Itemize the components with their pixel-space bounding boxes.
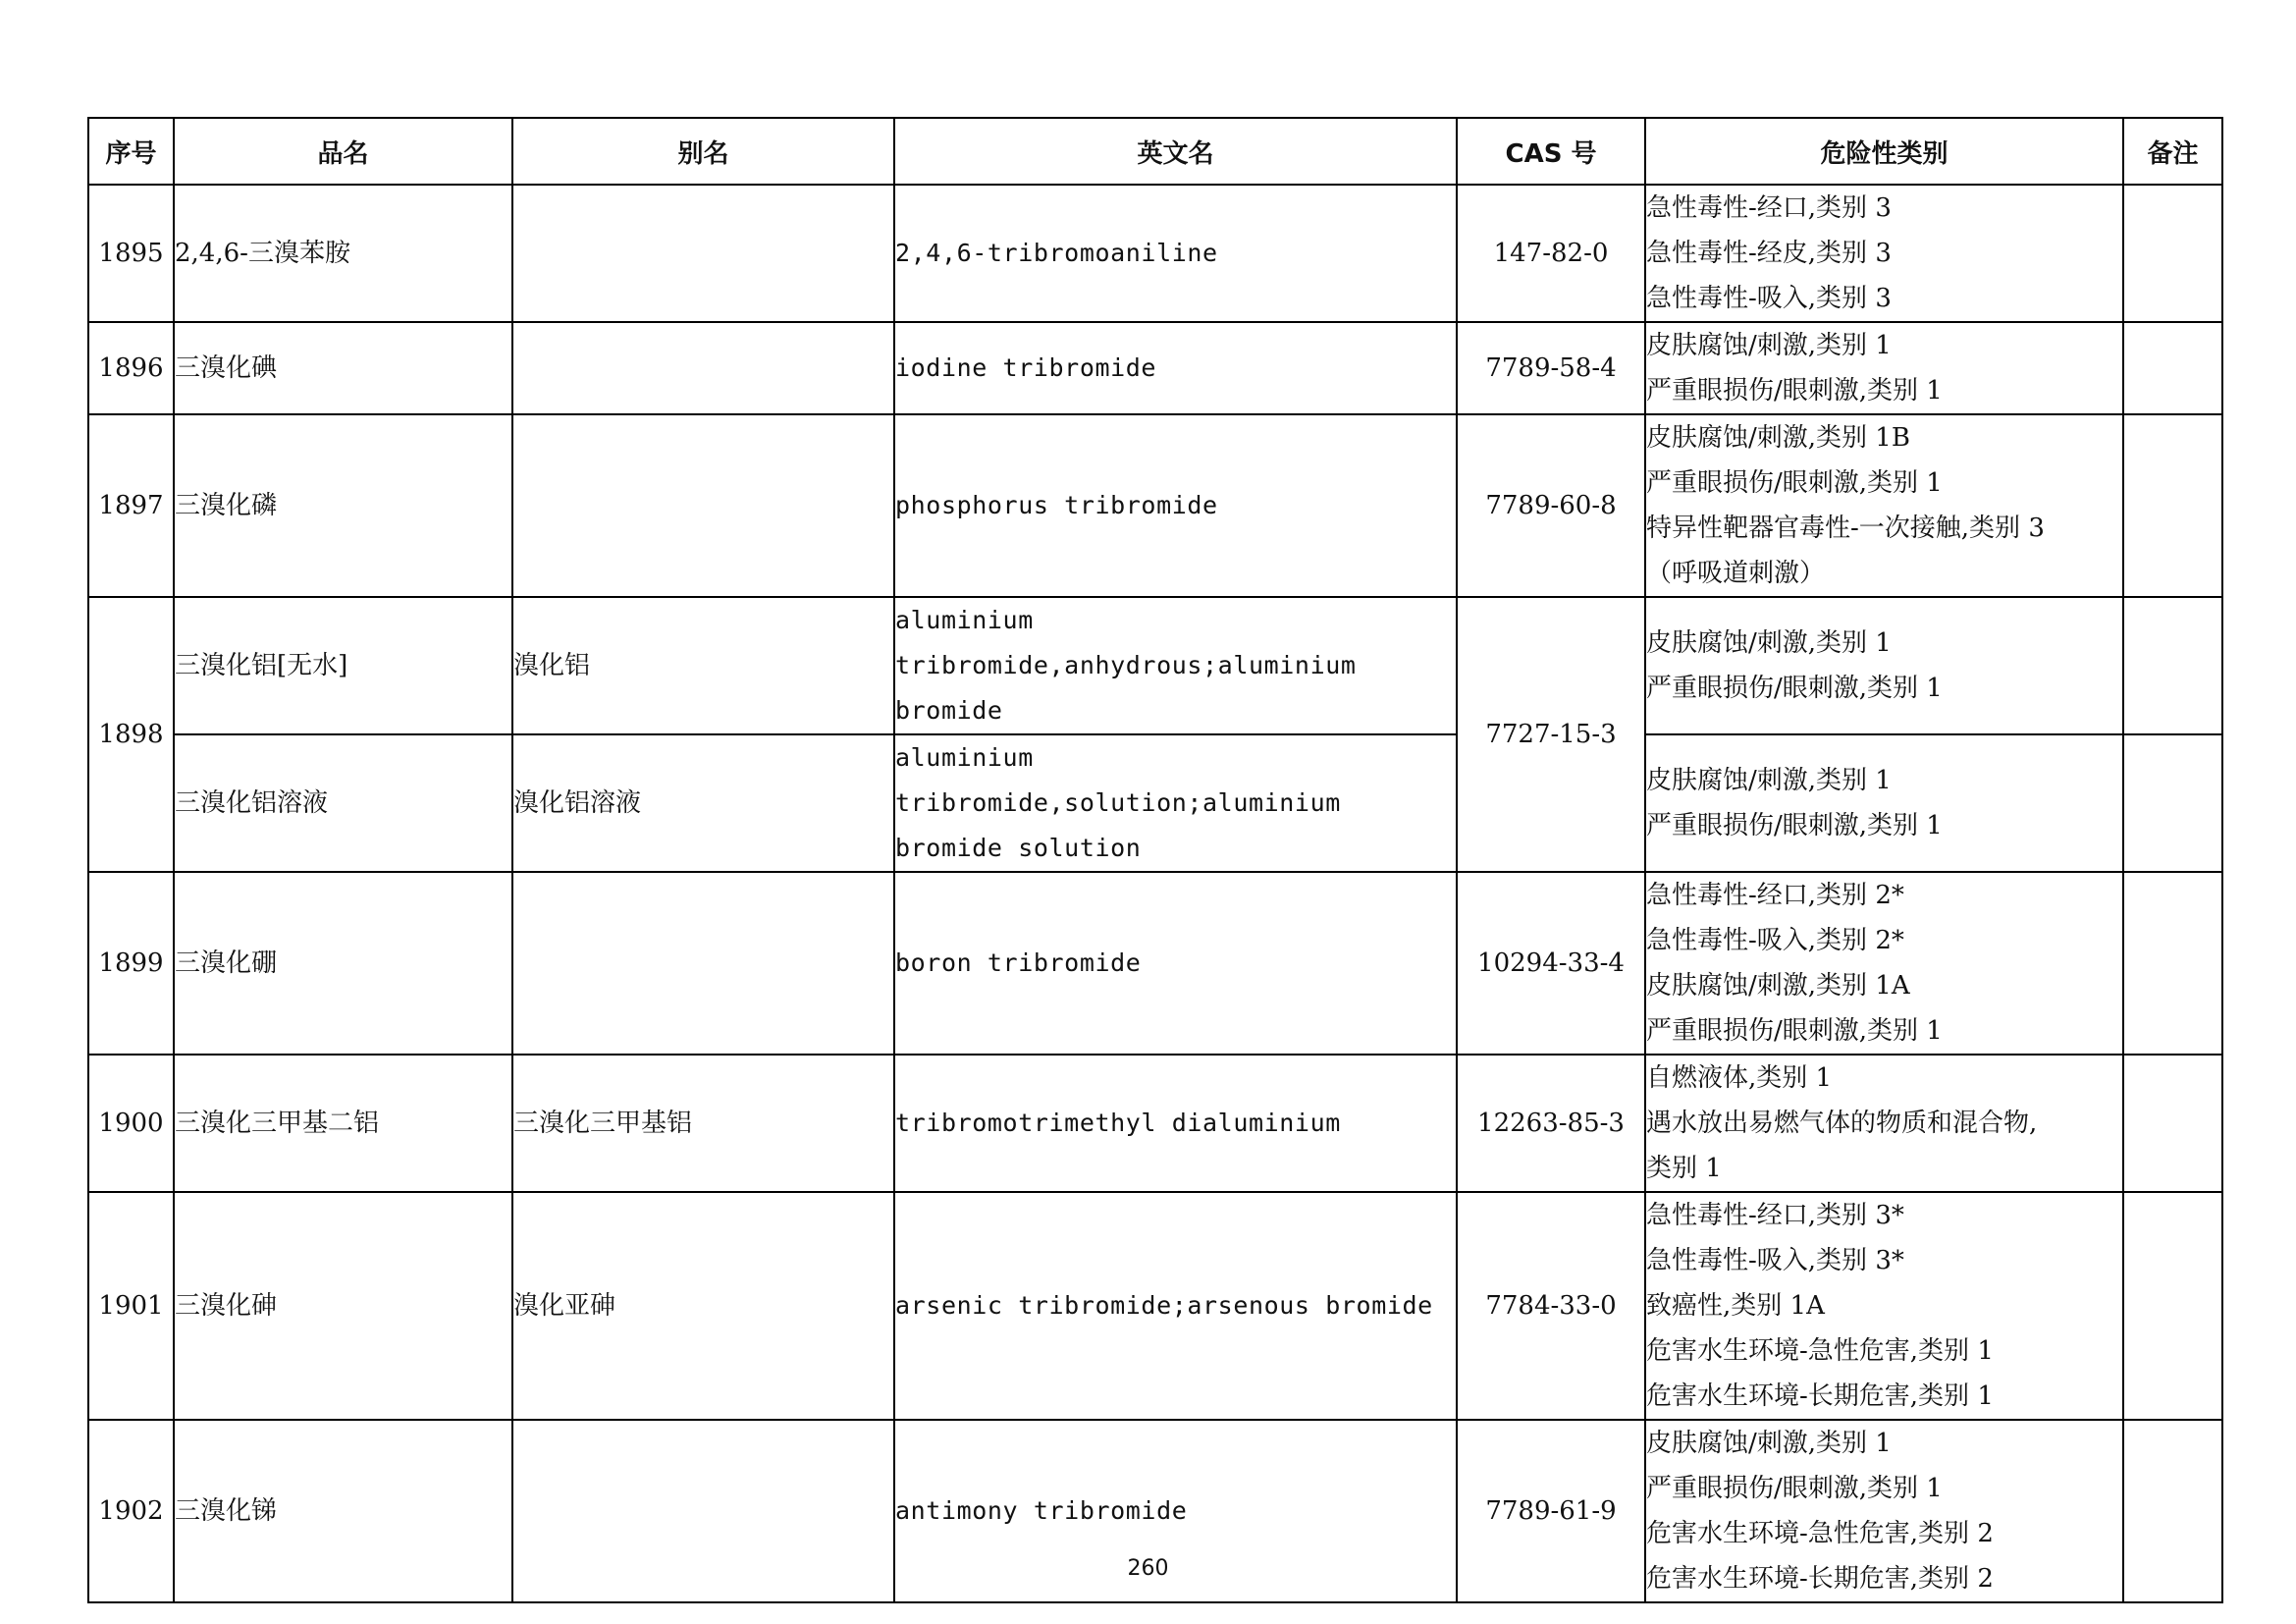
- english-name-line: bromide solution: [895, 834, 1142, 862]
- serial-number-cell: 1901: [88, 1192, 174, 1420]
- hazard-line: 急性毒性-经口,类别 3*: [1646, 1201, 1904, 1230]
- hazard-line: 遇水放出易燃气体的物质和混合物,: [1646, 1109, 2038, 1138]
- header-cas-number: CAS 号: [1457, 118, 1645, 185]
- page-number: 260: [1127, 1556, 1169, 1581]
- hazard-line: 皮肤腐蚀/刺激,类别 1B: [1646, 423, 1910, 453]
- serial-number-cell: 1895: [88, 185, 174, 322]
- product-name-cell: 三溴化三甲基二铝: [174, 1055, 512, 1192]
- english-name-line: tribromotrimethyl dialuminium: [895, 1109, 1341, 1137]
- hazard-line: 急性毒性-经皮,类别 3: [1646, 239, 1892, 268]
- english-name-line: phosphorus tribromide: [895, 491, 1218, 519]
- hazard-category-cell: [1645, 414, 2123, 597]
- hazard-line: （呼吸道刺激）: [1646, 559, 1826, 588]
- serial-number-cell: 1897: [88, 414, 174, 597]
- header-hazard-category: 危险性类别: [1645, 118, 2123, 185]
- serial-number-cell: 1899: [88, 872, 174, 1055]
- cas-number-cell: 12263-85-3: [1457, 1055, 1645, 1192]
- table-row: [88, 414, 2222, 597]
- alias-cell: [512, 185, 894, 322]
- english-name-line: aluminium tribromide,solution;aluminium: [895, 743, 1341, 817]
- hazard-line: 危害水生环境-急性危害,类别 2: [1646, 1519, 1994, 1548]
- hazard-line: 严重眼损伤/眼刺激,类别 1: [1646, 1474, 1943, 1503]
- cas-number-cell: 10294-33-4: [1457, 872, 1645, 1055]
- english-name-cell: [894, 872, 1457, 1055]
- hazard-line: 急性毒性-吸入,类别 2*: [1646, 926, 1904, 955]
- hazard-line: 皮肤腐蚀/刺激,类别 1: [1646, 1429, 1892, 1458]
- hazard-line: 危害水生环境-急性危害,类别 1: [1646, 1336, 1994, 1366]
- table-row: [88, 872, 2222, 1055]
- remarks-cell: [2123, 414, 2222, 597]
- english-name-line: boron tribromide: [895, 948, 1142, 977]
- product-name-cell: 三溴化碘: [174, 322, 512, 414]
- hazard-line: 严重眼损伤/眼刺激,类别 1: [1646, 674, 1943, 703]
- english-name-cell: [894, 1055, 1457, 1192]
- alias-cell: 三溴化三甲基铝: [512, 1055, 894, 1192]
- hazard-line: 皮肤腐蚀/刺激,类别 1A: [1646, 971, 1910, 1001]
- cas-number-cell: 7789-58-4: [1457, 322, 1645, 414]
- hazard-line: 皮肤腐蚀/刺激,类别 1: [1646, 766, 1892, 795]
- english-name-cell: [894, 414, 1457, 597]
- remarks-cell: [2123, 872, 2222, 1055]
- product-name-cell: 三溴化铝[无水]: [174, 597, 512, 734]
- remarks-cell: [2123, 322, 2222, 414]
- alias-cell: [512, 322, 894, 414]
- header-remarks: 备注: [2123, 118, 2222, 185]
- hazard-line: 严重眼损伤/眼刺激,类别 1: [1646, 811, 1943, 840]
- hazard-line: 急性毒性-经口,类别 2*: [1646, 881, 1904, 910]
- remarks-cell: [2123, 1192, 2222, 1420]
- hazard-category-cell: [1645, 322, 2123, 414]
- hazard-line: 致癌性,类别 1A: [1646, 1291, 1825, 1321]
- hazard-category-cell: [1645, 597, 2123, 734]
- hazard-category-cell: [1645, 1055, 2123, 1192]
- english-name-line: 2,4,6-tribromoaniline: [895, 239, 1218, 267]
- english-name-line: arsenic tribromide;arsenous bromide: [895, 1291, 1433, 1320]
- english-name-line: iodine tribromide: [895, 353, 1157, 382]
- product-name-cell: 三溴化铝溶液: [174, 734, 512, 872]
- cas-number-cell: 7784-33-0: [1457, 1192, 1645, 1420]
- english-name-cell: [894, 1192, 1457, 1420]
- english-name-line: aluminium: [895, 606, 1034, 634]
- hazard-category-cell: [1645, 734, 2123, 872]
- alias-cell: 溴化铝溶液: [512, 734, 894, 872]
- product-name-cell: 三溴化磷: [174, 414, 512, 597]
- table-row: [88, 185, 2222, 322]
- header-serial-number: 序号: [88, 118, 174, 185]
- hazard-line: 严重眼损伤/眼刺激,类别 1: [1646, 376, 1943, 406]
- header-english-name: 英文名: [894, 118, 1457, 185]
- table-row: [88, 322, 2222, 414]
- serial-number-cell: 1898: [88, 597, 174, 872]
- hazard-line: 急性毒性-吸入,类别 3*: [1646, 1246, 1904, 1275]
- alias-cell: [512, 414, 894, 597]
- header-alias: 别名: [512, 118, 894, 185]
- hazard-line: 类别 1: [1646, 1154, 1722, 1183]
- hazard-category-cell: [1645, 872, 2123, 1055]
- header-product-name: 品名: [174, 118, 512, 185]
- hazard-line: 危害水生环境-长期危害,类别 1: [1646, 1381, 1994, 1411]
- cas-number-cell: 7727-15-3: [1457, 597, 1645, 872]
- serial-number-cell: 1902: [88, 1420, 174, 1602]
- hazard-category-cell: [1645, 1192, 2123, 1420]
- table-row: [88, 1192, 2222, 1420]
- product-name-cell: 三溴化硼: [174, 872, 512, 1055]
- cas-number-cell: 147-82-0: [1457, 185, 1645, 322]
- remarks-cell: [2123, 185, 2222, 322]
- hazard-line: 危害水生环境-长期危害,类别 2: [1646, 1564, 1994, 1594]
- english-name-cell: [894, 734, 1457, 872]
- hazard-line: 自燃液体,类别 1: [1646, 1063, 1833, 1093]
- remarks-cell: [2123, 734, 2222, 872]
- hazard-line: 严重眼损伤/眼刺激,类别 1: [1646, 468, 1943, 498]
- hazard-line: 皮肤腐蚀/刺激,类别 1: [1646, 628, 1892, 658]
- table-row: [88, 734, 2222, 872]
- english-name-cell: [894, 185, 1457, 322]
- table-row: [88, 1055, 2222, 1192]
- remarks-cell: [2123, 597, 2222, 734]
- product-name-cell: 三溴化砷: [174, 1192, 512, 1420]
- serial-number-cell: 1896: [88, 322, 174, 414]
- hazard-line: 急性毒性-经口,类别 3: [1646, 193, 1892, 223]
- english-name-line: antimony tribromide: [895, 1496, 1188, 1525]
- table-header-row: [88, 118, 2222, 185]
- table-row: [88, 597, 2222, 734]
- english-name-cell: [894, 597, 1457, 734]
- cas-number-cell: 7789-60-8: [1457, 414, 1645, 597]
- alias-cell: 溴化亚砷: [512, 1192, 894, 1420]
- hazard-line: 皮肤腐蚀/刺激,类别 1: [1646, 331, 1892, 360]
- hazard-line: 特异性靶器官毒性-一次接触,类别 3: [1646, 514, 2045, 543]
- hazardous-chemicals-table: [87, 117, 2223, 1603]
- cas-number-cell: 7789-61-9: [1457, 1420, 1645, 1602]
- hazard-category-cell: [1645, 185, 2123, 322]
- hazard-line: 严重眼损伤/眼刺激,类别 1: [1646, 1016, 1943, 1046]
- alias-cell: [512, 872, 894, 1055]
- alias-cell: 溴化铝: [512, 597, 894, 734]
- english-name-cell: [894, 322, 1457, 414]
- remarks-cell: [2123, 1055, 2222, 1192]
- english-name-line: tribromide,anhydrous;aluminium bromide: [895, 651, 1357, 725]
- product-name-cell: 2,4,6-三溴苯胺: [174, 185, 512, 322]
- product-name-cell: 三溴化锑: [174, 1420, 512, 1602]
- hazard-line: 急性毒性-吸入,类别 3: [1646, 284, 1892, 313]
- serial-number-cell: 1900: [88, 1055, 174, 1192]
